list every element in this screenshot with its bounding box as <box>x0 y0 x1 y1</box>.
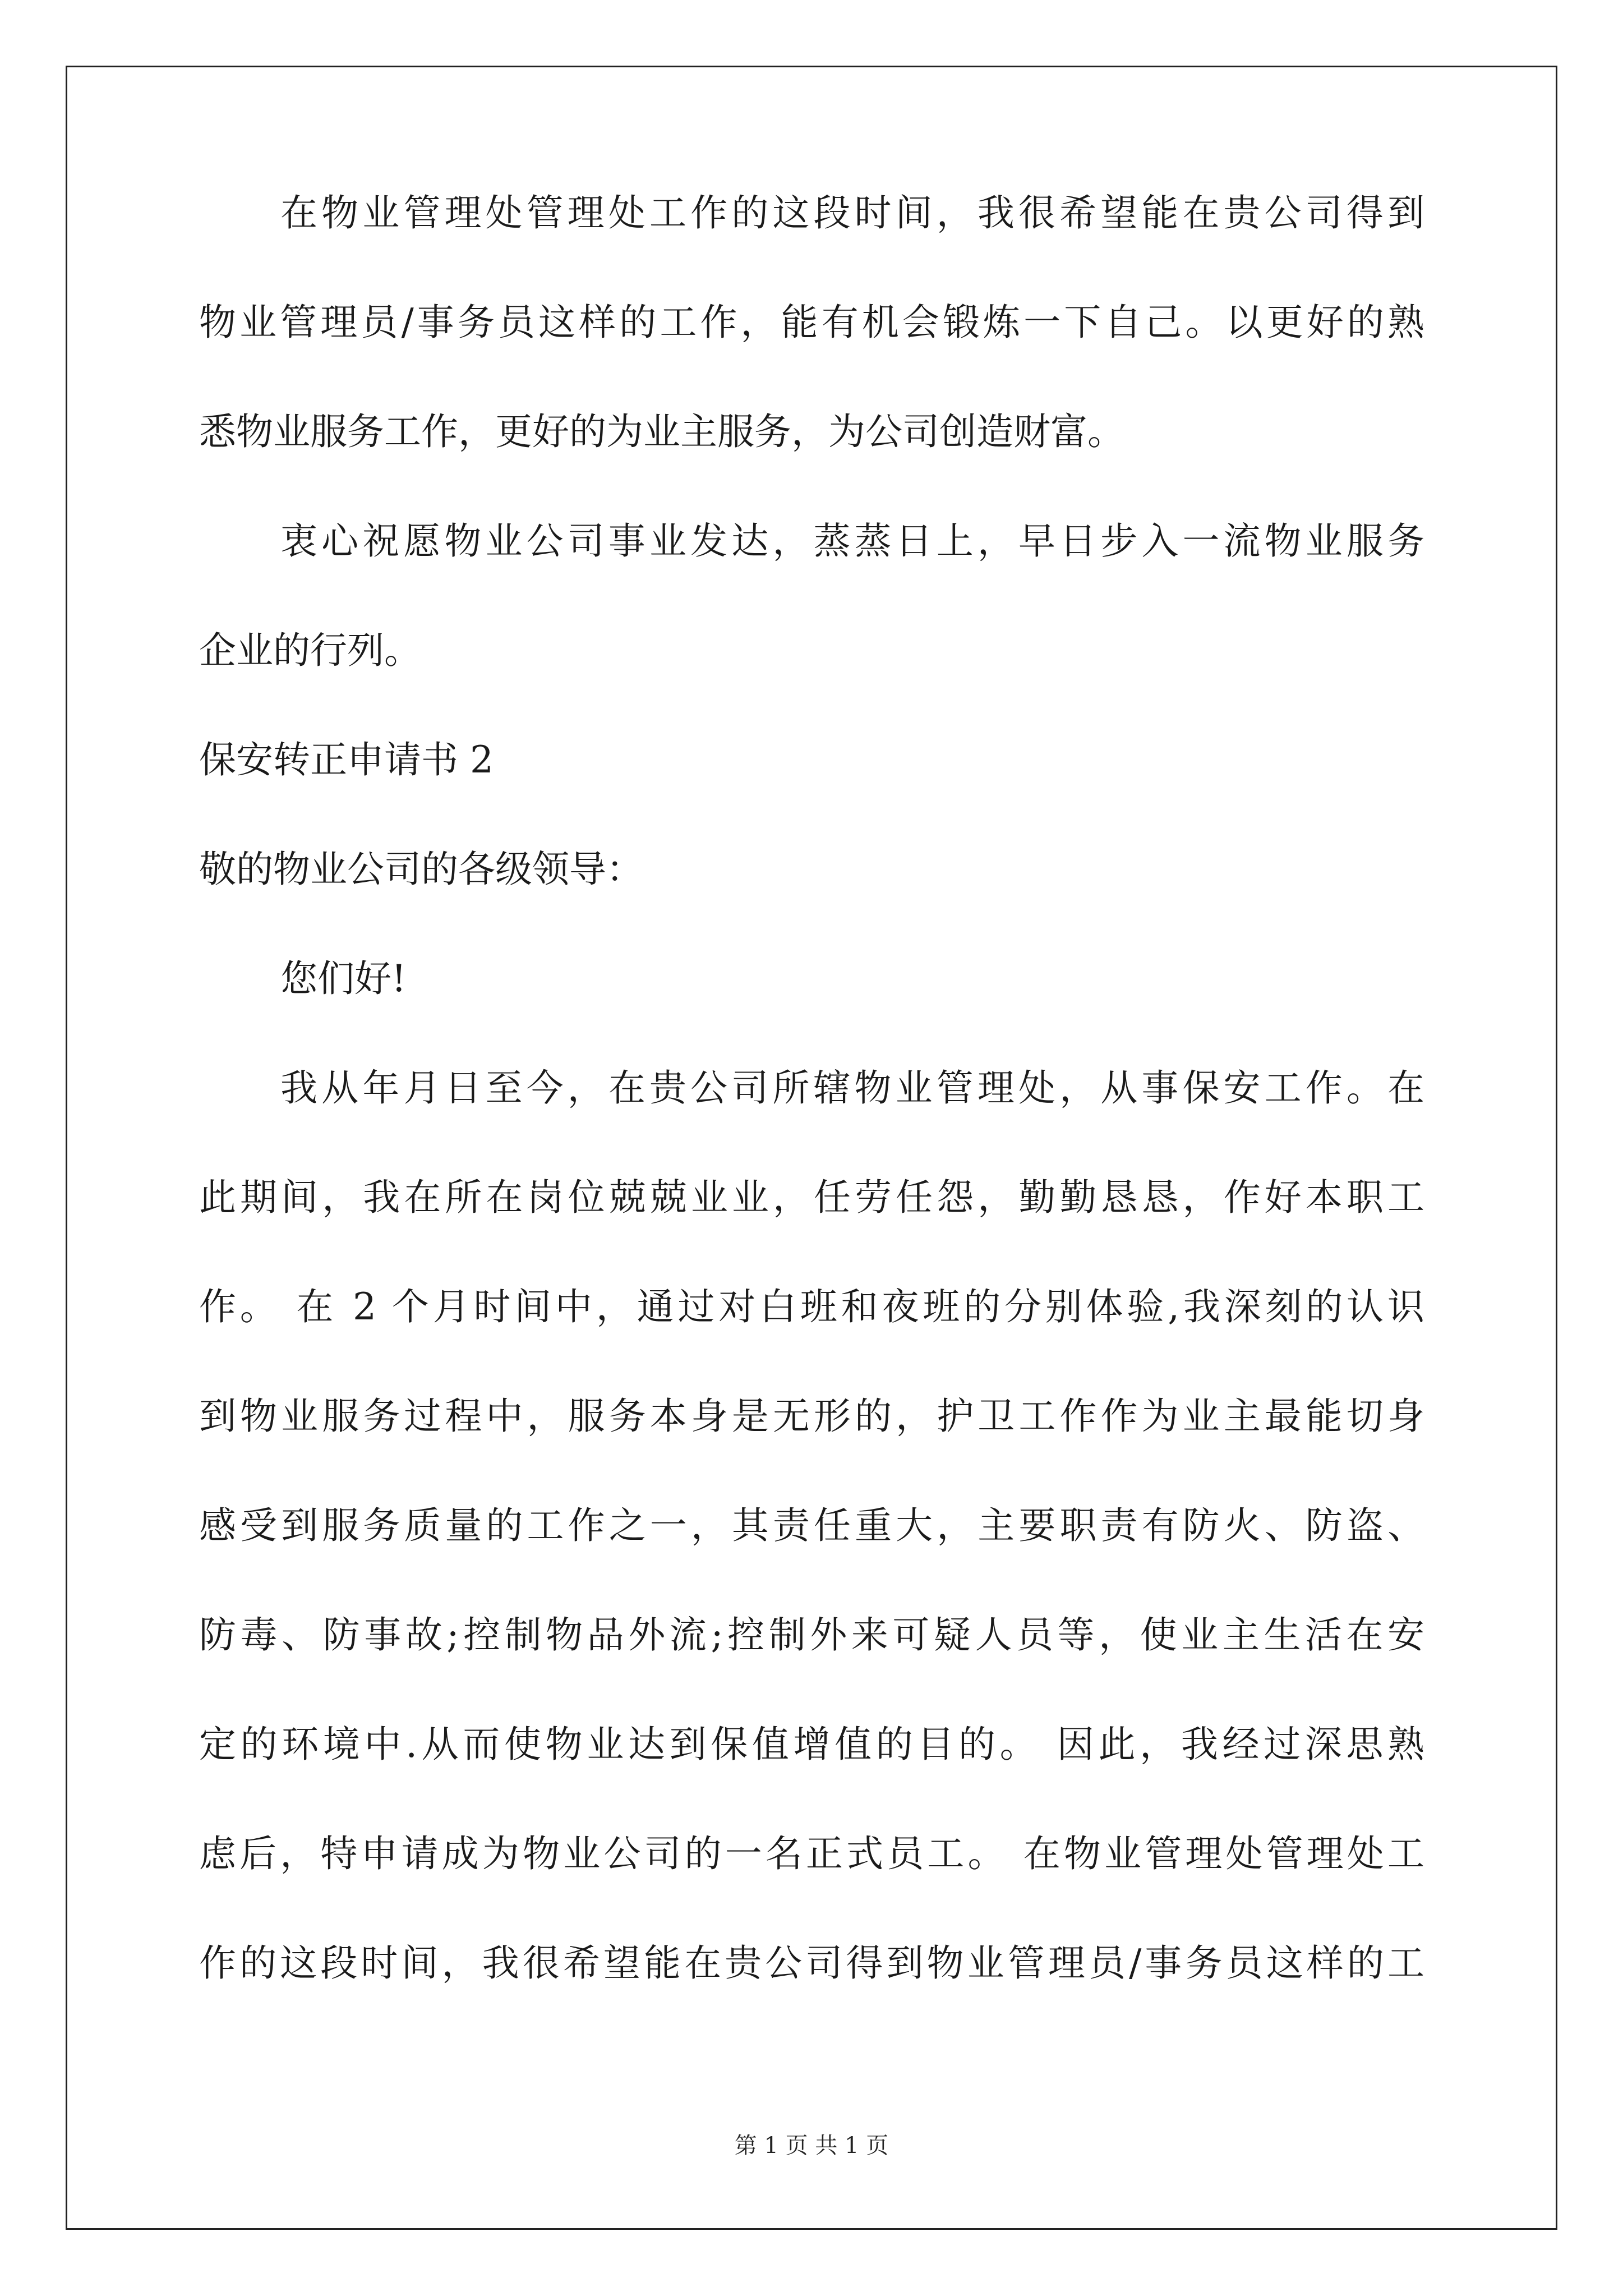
text-line: 我从年月日至今，在贵公司所辖物业管理处，从事保安工作。在 <box>280 1066 1424 1110</box>
salutation: 敬的物业公司的各级领导： <box>199 848 643 891</box>
text-line: 企业的行列。 <box>199 629 421 672</box>
text-line: 悉物业服务工作，更好的为业主服务，为公司创造财富。 <box>199 410 1124 453</box>
text-line: 衷心祝愿物业公司事业发达，蒸蒸日上，早日步入一流物业服务 <box>280 519 1424 563</box>
text-line: 在物业管理处管理处工作的这段时间，我很希望能在贵公司得到 <box>280 191 1424 234</box>
page-border <box>66 66 1557 2230</box>
text-line: 防毒、防事故;控制物品外流;控制外来可疑人员等，使业主生活在安 <box>199 1613 1424 1657</box>
text-line: 作。 在 2 个月时间中，通过对白班和夜班的分别体验,我深刻的认识 <box>199 1285 1424 1328</box>
text-line: 到物业服务过程中，服务本身是无形的，护卫工作作为业主最能切身 <box>199 1395 1424 1438</box>
text-line: 作的这段时间，我很希望能在贵公司得到物业管理员/事务员这样的工 <box>199 1941 1424 1985</box>
text-line: 定的环境中.从而使物业达到保值增值的目的。 因此，我经过深思熟 <box>199 1723 1424 1766</box>
text-line: 此期间，我在所在岗位兢兢业业，任劳任怨，勤勤恳恳，作好本职工 <box>199 1176 1424 1219</box>
section-heading: 保安转正申请书 2 <box>199 738 494 781</box>
text-line: 物业管理员/事务员这样的工作，能有机会锻炼一下自己。以更好的熟 <box>199 301 1424 344</box>
greeting: 您们好! <box>280 957 407 1000</box>
page-footer: 第 1 页 共 1 页 <box>734 2133 889 2159</box>
text-line: 感受到服务质量的工作之一，其责任重大，主要职责有防火、防盗、 <box>199 1504 1424 1547</box>
text-line: 虑后，特申请成为物业公司的一名正式员工。 在物业管理处管理处工 <box>199 1832 1424 1875</box>
